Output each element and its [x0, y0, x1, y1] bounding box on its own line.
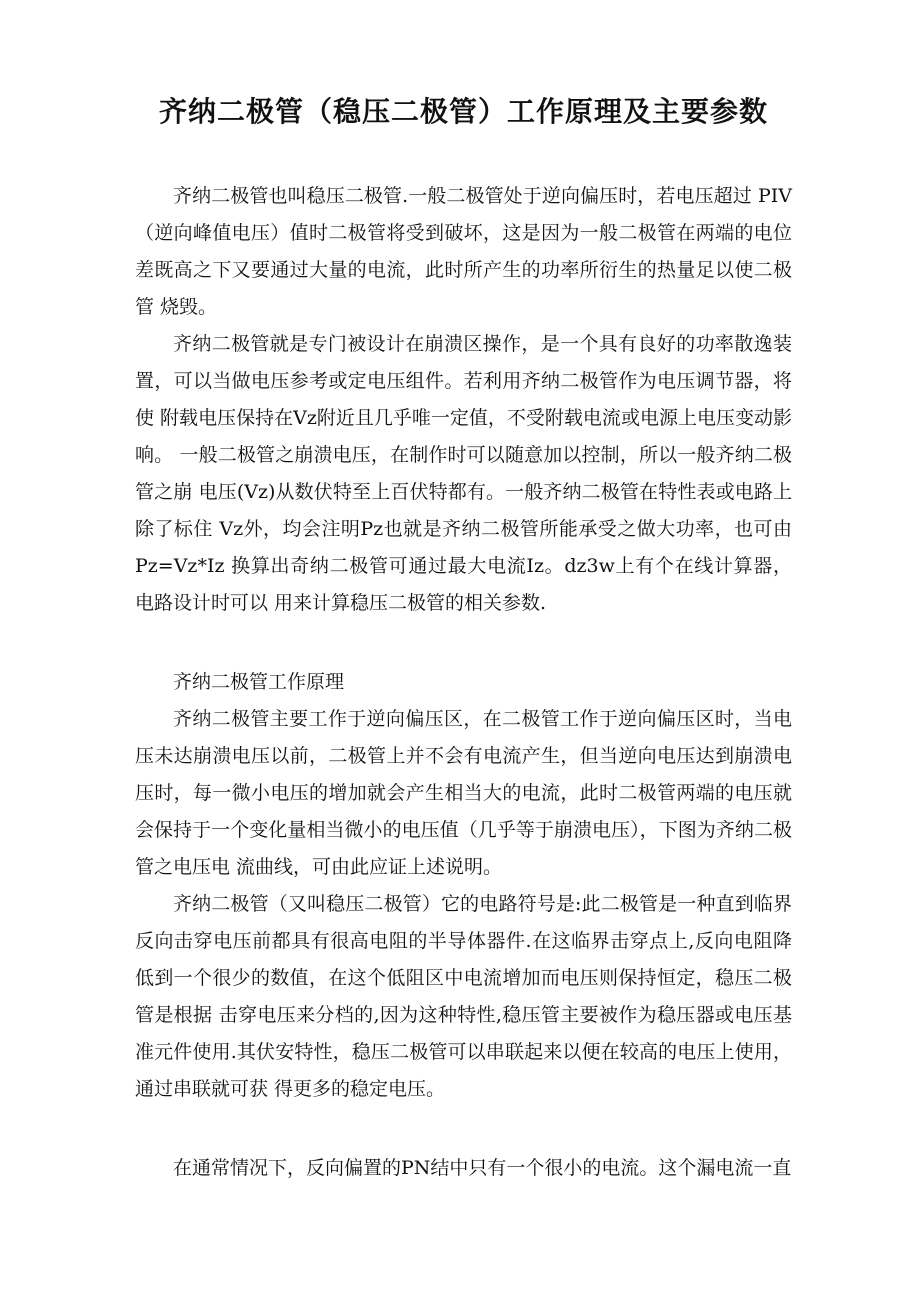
paragraph-working-principle: 齐纳二极管主要工作于逆向偏压区，在二极管工作于逆向偏压区时，当电压未达崩溃电压以前，二极管上并不会有电流产生，但当逆向电压达到崩溃电压时，每一微小电压的增加就会产生相当大的电流，此时二极管两端的电压就会保持于一个变化量相当微小的电压值（几乎等于崩溃电压），下图为齐纳二极管之电压电 流曲线，可由此应证上述说明。 — [135, 708, 792, 878]
spacer — [135, 1108, 792, 1150]
paragraph-intro: 齐纳二极管也叫稳压二极管.一般二极管处于逆向偏压时，若电压超过 PIV（逆向峰值电压）值时二极管将受到破坏，这是因为一般二极管在两端的电位 差既高之下又要通过大量的电流，此时所产生的功率所衍生的热量足以使二极管 烧毁。 — [135, 185, 792, 318]
paragraph-breakdown-design: 齐纳二极管就是专门被设计在崩溃区操作，是一个具有良好的功率散逸装 置，可以当做电压参考或定电压组件。若利用齐纳二极管作为电压调节器，将使 附载电压保持在Vz附近且几乎唯一定值，不受附载电流或电源上电压变动影响。 一般二极管之崩溃电压，在制作时可以随意加以控制，所以一般齐纳二极管之崩 电压(Vz)从数伏特至上百伏特都有。一般齐纳二极管在特性表或电路上除了标住 Vz外，均会注明Pz也就是齐纳二极管所能承受之做大功率，也可由Pz=Vz*Iz 换算出奇纳二极管可通过最大电流Iz。dz3w上有个在线计算器，电路设计时可以 用来计算稳压二极管的相关参数. — [135, 333, 792, 614]
section-heading: 齐纳二极管工作原理 — [173, 671, 345, 693]
document-title: 齐纳二极管（稳压二极管）工作原理及主要参数 — [158, 95, 768, 128]
paragraph-reverse-bias: 在通常情况下，反向偏置的PN结中只有一个很小的电流。这个漏电流一直 — [173, 1157, 792, 1179]
spacer — [135, 622, 792, 664]
paragraph-circuit-symbol: 齐纳二极管（又叫稳压二极管）它的电路符号是:此二极管是一种直到临界反向击穿电压前都具有很高电阻的半导体器件.在这临界击穿点上,反向电阻降低到一个很少的数值，在这个低阻区中电流增加而电压则保持恒定，稳压二极管是根据 击穿电压来分档的,因为这种特性,稳压管主要被作为稳压器或电压基准元件使用.其伏安特性，稳压二极管可以串联起来以便在较高的电压上使用，通过串联就可获 得更多的稳定电压。 — [135, 893, 792, 1100]
